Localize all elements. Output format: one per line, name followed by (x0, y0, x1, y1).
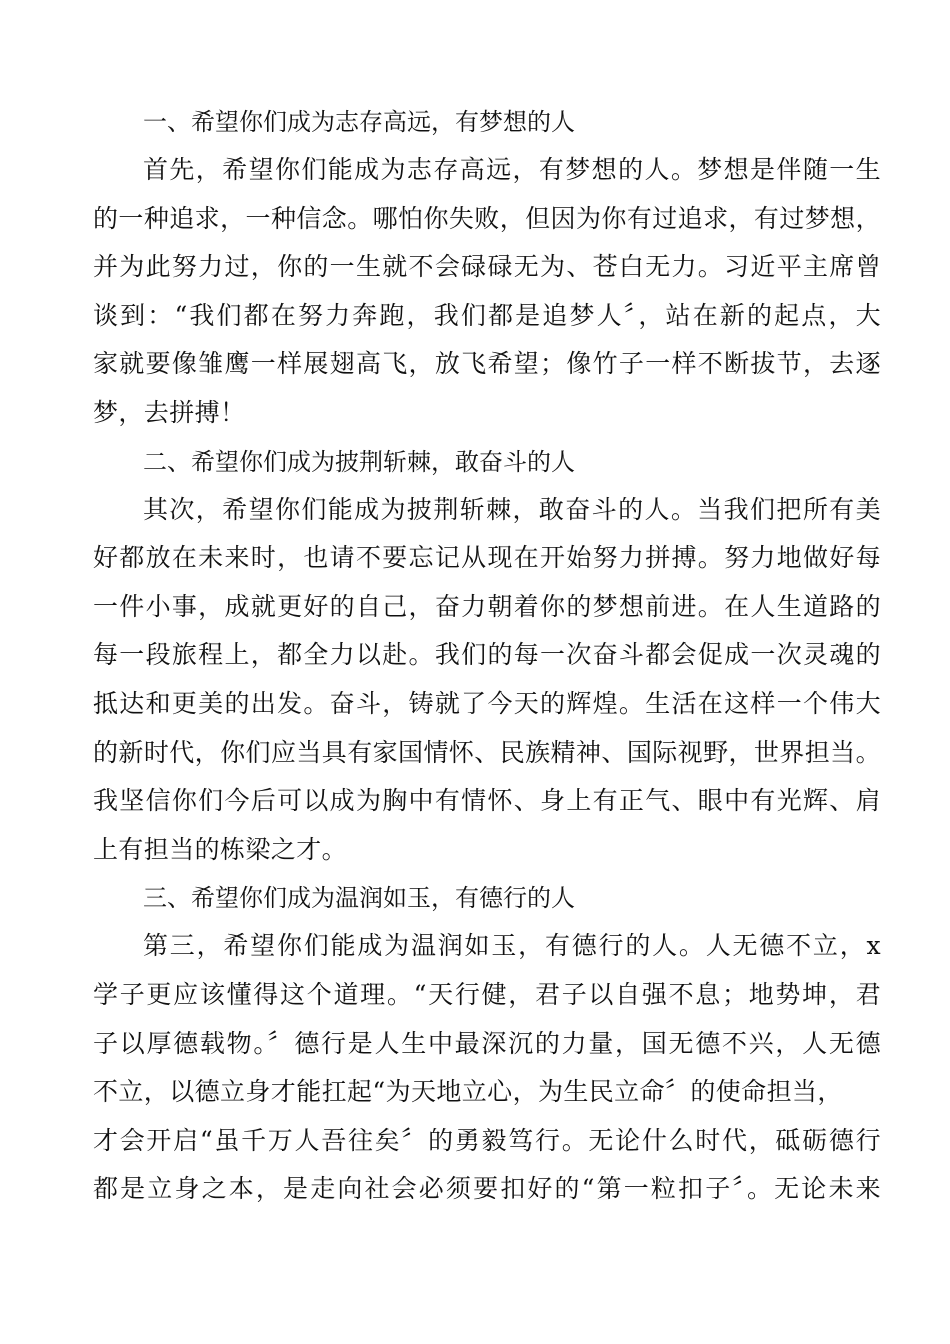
paragraph (93, 486, 881, 875)
text-line: 首先，希望你们能成为志存高远，有梦想的人。梦想是伴随一生 (143, 155, 881, 184)
section-2 (93, 438, 881, 875)
text-line: 谈到：“我们都在努力奔跑，我们都是追梦人〞，站在新的起点，大 (93, 300, 881, 330)
text-line: 都是立身之本，是走向社会必须要扣好的“第一粒扣子〞。无论未来 (93, 1174, 881, 1204)
text-line: 我坚信你们今后可以成为胸中有情怀、身上有正气、眼中有光辉、肩 (93, 786, 881, 816)
paragraph (93, 922, 881, 1214)
section-heading: 二、希望你们成为披荆斩棘，敢奋斗的人 (143, 447, 575, 476)
text-line: 每一段旅程上，都全力以赴。我们的每一次奋斗都会促成一次灵魂的 (93, 640, 881, 670)
text-line: 不立，以德立身才能扛起“为天地立心，为生民立命〞的使命担当， (93, 1077, 843, 1107)
text-line: 一件小事，成就更好的自己，奋力朝着你的梦想前进。在人生道路的 (93, 591, 881, 621)
text-line: 其次，希望你们能成为披荆斩棘，敢奋斗的人。当我们把所有美 (143, 494, 881, 524)
section-heading: 一、希望你们成为志存高远，有梦想的人 (143, 108, 575, 136)
text-line: 好都放在未来时，也请不要忘记从现在开始努力拼搏。努力地做好每 (93, 543, 881, 573)
text-line: 上有担当的栋梁之才。 (93, 834, 348, 864)
text-line: 抵达和更美的出发。奋斗，铸就了今天的辉煌。生活在这样一个伟大 (93, 688, 881, 718)
section-3 (93, 874, 881, 1214)
text-line: 的新时代，你们应当具有家国情怀、民族精神、国际视野，世界担当。 (93, 737, 881, 767)
section-heading: 三、希望你们成为温润如玉，有德行的人 (143, 884, 575, 913)
section-1 (93, 98, 881, 438)
text-line: 梦，去拼搏！ (93, 397, 246, 427)
text-line: 并为此努力过，你的一生就不会碌碌无为、苍白无力。习近平主席曾 (93, 252, 881, 282)
text-line: 第三，希望你们能成为温润如玉，有德行的人。人无德不立，x (143, 931, 881, 961)
document-body (93, 98, 881, 1214)
text-line: 家就要像雏鹰一样展翅高飞，放飞希望；像竹子一样不断拔节，去逐 (93, 349, 881, 379)
paragraph (93, 146, 881, 438)
text-line: 的一种追求，一种信念。哪怕你失败，但因为你有过追求，有过梦想， (93, 203, 881, 233)
text-line: 学子更应该懂得这个道理。“天行健，君子以自强不息；地势坤，君 (93, 979, 881, 1009)
text-line: 才会开启“虽千万人吾往矣〞的勇毅笃行。无论什么时代，砥砺德行 (93, 1125, 881, 1155)
text-line: 子以厚德载物。〞德行是人生中最深沉的力量，国无德不兴，人无德 (93, 1028, 881, 1058)
